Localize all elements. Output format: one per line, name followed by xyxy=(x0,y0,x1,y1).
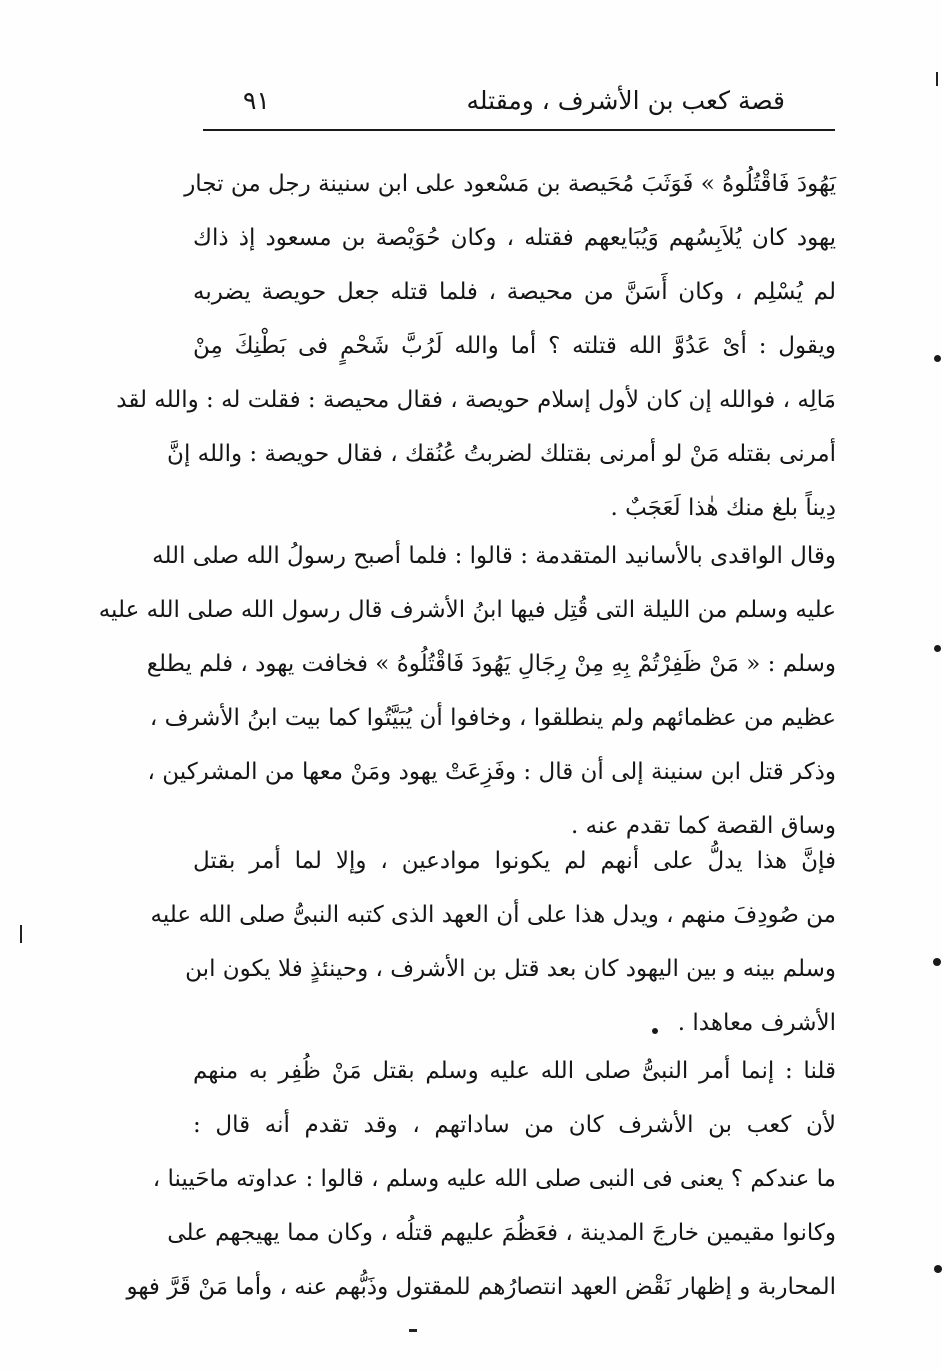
text-line: يهود كان يُلاَبِسُهم وَيُبَايعهم فقتله ، وكان حُوَيْصة بن مسعود إذ ذاك xyxy=(193,225,836,251)
header-rule xyxy=(203,129,835,131)
text-line: لم يُسْلِم ، وكان أَسَنَّ من محيصة ، فلما قتله جعل حويصة يضربه xyxy=(193,279,836,305)
text-line: وقال الواقدى بالأسانيد المتقدمة : قالوا : فلما أصبح رسولُ الله صلى الله xyxy=(152,543,836,569)
text-line: المحاربة و إظهار نَقْض العهد انتصارُهم للمقتول وذَبُّهم عنه ، وأما مَنْ قَرَّ فهو xyxy=(126,1274,836,1300)
text-line: فإنَّ هذا يدلُّ على أنهم لم يكونوا موادعين ، وإلا لما أمر بقتل xyxy=(193,848,836,874)
text-line: الأشرف معاهدا . xyxy=(677,1010,836,1036)
text-line: ما عندكم ؟ يعنى فى النبى صلى الله عليه وسلم ، قالوا : عداوته ماحَيينا ، xyxy=(152,1166,836,1192)
scan-speck xyxy=(934,355,941,362)
running-title: قصة كعب بن الأشرف ، ومقتله xyxy=(466,86,785,115)
scan-speck xyxy=(934,1265,942,1273)
paragraph-2 xyxy=(98,532,836,856)
text-line: وكانوا مقيمين خارجَ المدينة ، فعَظُمَ عليهم قتلُه ، وكان مما يهيجهم على xyxy=(167,1220,836,1246)
text-line: عظيم من عظمائهم ولم ينطلقوا ، وخافوا أن يُبَيَّتُوا كما بيت ابنُ الأشرف ، xyxy=(149,705,836,731)
scan-speck xyxy=(934,645,941,652)
scan-speck xyxy=(933,958,941,966)
page-number: ٩١ xyxy=(243,86,270,115)
text-line: عليه وسلم من الليلة التى قُتِل فيها ابنُ الأشرف قال رسول الله صلى الله عليه xyxy=(98,597,836,623)
scan-speck xyxy=(409,1329,417,1332)
text-line: مَالِه ، فوالله إن كان لأول إسلام حويصة ، فقال محيصة : فقلت له : والله لقد xyxy=(116,387,836,413)
text-line: وسلم بينه و بين اليهود كان بعد قتل بن الأشرف ، وحينئذٍ فلا يكون ابن xyxy=(185,956,836,982)
paragraph-1 xyxy=(116,160,836,538)
text-line: وذكر قتل ابن سنينة إلى أن قال : وفَزِعَتْ يهود ومَنْ معها من المشركين ، xyxy=(147,759,836,785)
paragraph-4 xyxy=(126,1047,836,1317)
scan-speck xyxy=(652,1028,658,1034)
text-line: لأن كعب بن الأشرف كان من ساداتهم ، وقد تقدم أنه قال : xyxy=(193,1112,836,1138)
text-line: من صُودِفَ منهم ، ويدل هذا على أن العهد الذى كتبه النبىُّ صلى الله عليه xyxy=(150,902,836,928)
page-header xyxy=(205,82,835,122)
text-line: وسلم : « مَنْ ظَفِرْتُمْ بِهِ مِنْ رِجَالِ يَهُودَ فَاقْتُلُوهُ » فخافت يهود ، فلم يطلع xyxy=(146,651,836,677)
text-line: وساق القصة كما تقدم عنه . xyxy=(570,813,836,839)
text-line: ويقول : أىْ عَدُوَّ الله قتلته ؟ أما والله لَرُبَّ شَحْمٍ فى بَطْنِكَ مِنْ xyxy=(193,333,836,359)
scan-speck xyxy=(20,925,22,943)
text-line: أمرنى بقتله مَنْ لو أمرنى بقتلك لضربتُ عُنُقك ، فقال حويصة : والله إنَّ xyxy=(167,441,836,467)
text-line: قلنا : إنما أمر النبىُّ صلى الله عليه وسلم بقتل مَنْ ظُفِر به منهم xyxy=(193,1058,836,1084)
scan-speck xyxy=(936,72,938,86)
paragraph-3 xyxy=(150,837,836,1053)
text-line: يَهُودَ فَاقْتُلُوهُ » فَوَثَبَ مُحَيصة بن مَسْعود على ابن سنينة رجل من تجار xyxy=(184,171,836,197)
text-line: دِيناً بلغ منك هٰذا لَعَجَبٌ . xyxy=(610,495,836,521)
